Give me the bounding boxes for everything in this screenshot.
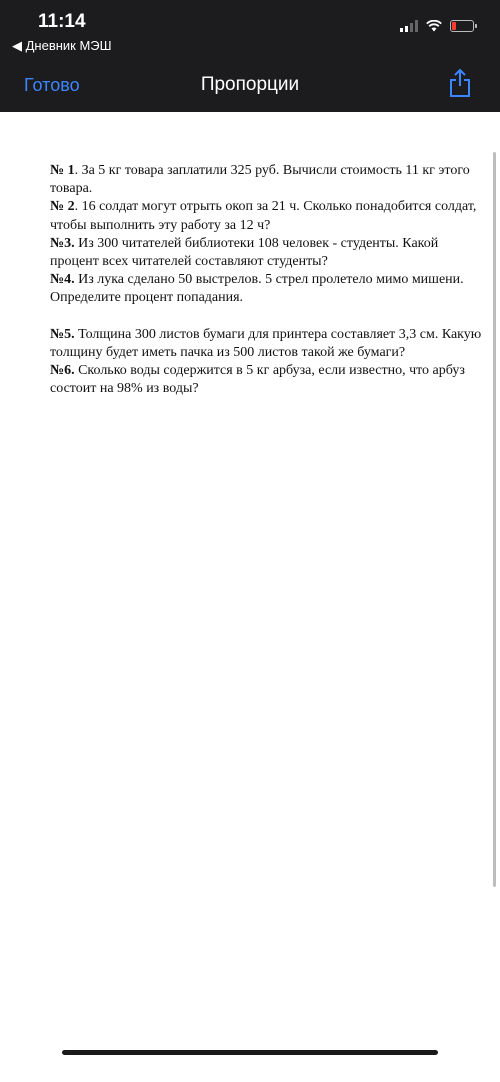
task-text: Из 300 читателей библиотеки 108 человек - студенты. Какой процент всех читателей составляют студенты?	[50, 235, 439, 270]
task-4	[50, 271, 490, 307]
navigation-bar	[0, 60, 500, 112]
page-title: Пропорции	[200, 74, 300, 95]
task-text: Толщина 300 листов бумаги для принтера составляет 3,3 см. Какую толщину будет иметь пачка из 500 листов такой же бумаги?	[50, 326, 482, 360]
task-2	[50, 198, 490, 234]
task-number: №6.	[50, 363, 75, 379]
cellular-signal-icon	[400, 20, 418, 32]
task-text: Сколько воды содержится в 5 кг арбуза, если известно, что арбуз состоит на 98% из воды?	[50, 363, 465, 397]
share-icon[interactable]	[448, 68, 472, 98]
task-number: №4.	[50, 272, 75, 288]
status-bar	[0, 0, 500, 60]
task-number: № 2	[50, 199, 75, 215]
wifi-icon	[426, 20, 442, 32]
task-number: № 1	[50, 163, 75, 178]
status-icons	[400, 20, 474, 32]
paragraph-gap	[50, 308, 490, 326]
battery-icon	[450, 20, 474, 32]
done-button[interactable]: Готово	[24, 75, 80, 95]
home-indicator[interactable]	[62, 1050, 438, 1055]
document-page	[0, 112, 500, 1082]
task-6	[50, 362, 490, 398]
task-1	[50, 162, 490, 198]
task-text: . 16 солдат могут отрыть окоп за 21 ч. Сколько понадобится солдат, чтобы выполнить эту работу за 12 ч?	[50, 199, 477, 233]
scrollbar[interactable]	[493, 152, 496, 887]
task-5	[50, 326, 490, 362]
status-time: 11:14	[38, 11, 86, 32]
task-3	[50, 235, 490, 271]
document-text	[50, 162, 490, 398]
task-number: №3.	[50, 235, 75, 251]
back-to-app-link[interactable]: ◀ Дневник МЭШ	[12, 38, 112, 53]
task-text: . За 5 кг товара заплатили 325 руб. Вычисли стоимость 11 кг этого товара.	[50, 163, 470, 197]
task-number: №5.	[50, 326, 75, 342]
task-text: Из лука сделано 50 выстрелов. 5 стрел пролетело мимо мишени. Определите процент попадания.	[50, 272, 464, 306]
